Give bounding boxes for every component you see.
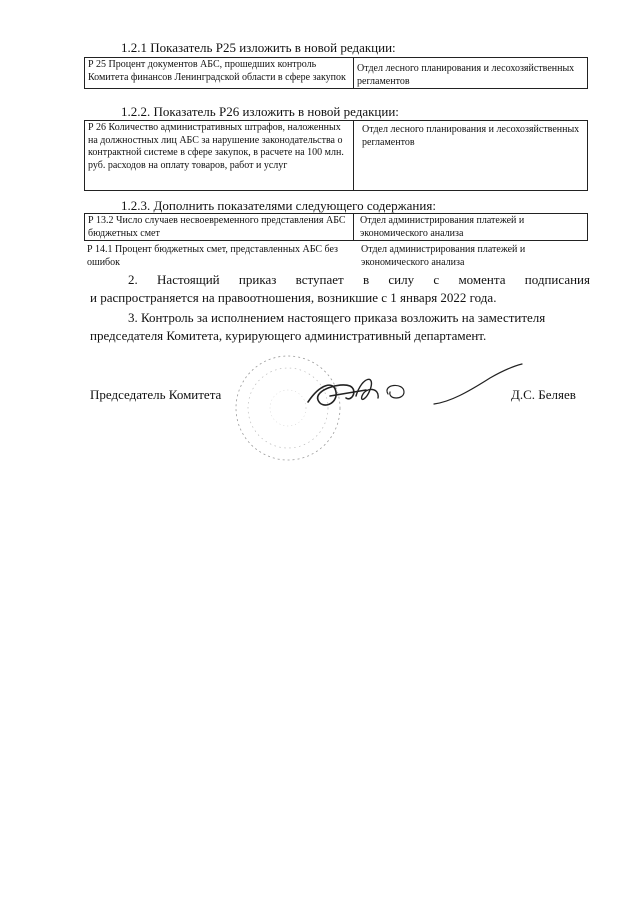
word: с: [433, 272, 440, 287]
indicator-cell: Р 13.2 Число случаев несвоевременного представления АБС бюджетных смет: [85, 214, 354, 241]
signatory-name: Д.С. Беляев: [511, 387, 576, 402]
signatory-role: Председатель Комитета: [90, 387, 222, 402]
paragraph-line: и распространяется на правоотношения, возникшие с 1 января 2022 года.: [90, 289, 497, 305]
table-p26: [84, 120, 588, 191]
word: вступает: [295, 272, 344, 287]
word: Настоящий: [157, 272, 220, 287]
indicator-cell: Р 14.1 Процент бюджетных смет, представленных АБС без ошибок: [87, 244, 339, 268]
department-cell: Отдел администрирования платежей и экономического анализа: [361, 244, 526, 268]
section-heading-p25: 1.2.1 Показатель Р25 изложить в новой редакции:: [121, 40, 396, 55]
paragraph-line: председателя Комитета, курирующего административный департамент.: [90, 327, 487, 343]
department-cell: Отдел администрирования платежей и экономического анализа: [354, 214, 588, 241]
table-new-indicators: [84, 213, 588, 241]
section-heading-new-indicators: 1.2.3. Дополнить показателями следующего содержания:: [121, 198, 436, 213]
word: в: [362, 272, 370, 287]
table-p25: [84, 57, 588, 89]
word: момента: [458, 272, 506, 287]
handwritten-signature: [300, 362, 530, 422]
word: подписания: [524, 272, 590, 287]
table-new-indicators-extra: [84, 243, 588, 269]
indicator-cell: Р 25 Процент документов АБС, прошедших контроль Комитета финансов Ленинградской области в сфере закупок: [85, 58, 354, 89]
paragraph-line: 3. Контроль за исполнением настоящего приказа возложить на заместителя: [128, 310, 546, 325]
table-row: [84, 243, 588, 269]
department-cell: Отдел лесного планирования и лесохозяйственных регламентов: [354, 121, 588, 191]
table-row: [85, 58, 588, 89]
word: 2.: [128, 272, 138, 287]
department-cell: Отдел лесного планирования и лесохозяйственных регламентов: [354, 58, 588, 89]
indicator-cell: Р 26 Количество административных штрафов, наложенных на должностных лиц АБС за нарушение законодательства о контрактной системе в сфере закупок, в расчете на 100 млн. руб. расходов на оплату товаров, работ и услуг: [85, 121, 354, 191]
word: силу: [388, 272, 415, 287]
paragraph-control: [90, 309, 590, 344]
paragraph-line: [90, 271, 590, 289]
section-heading-p26: 1.2.2. Показатель Р26 изложить в новой редакции:: [121, 104, 399, 119]
table-row: [85, 121, 588, 191]
paragraph-effective-date: [90, 271, 590, 306]
word: приказ: [238, 272, 277, 287]
table-row: [85, 214, 588, 241]
